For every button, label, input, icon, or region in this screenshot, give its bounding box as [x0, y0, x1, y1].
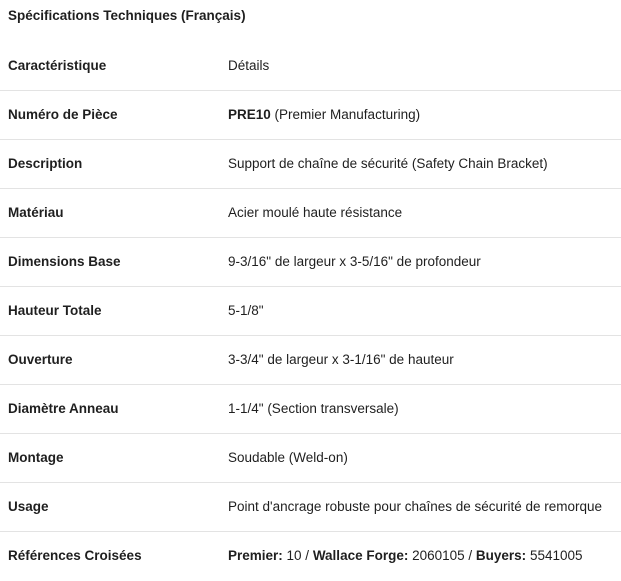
- page-title: Spécifications Techniques (Français): [8, 8, 246, 23]
- table-row-usage: [0, 483, 621, 532]
- row-value: Support de chaîne de sécurité (Safety Chain Bracket): [228, 156, 548, 171]
- table-row-cross-references: [0, 532, 621, 580]
- row-key: Ouverture: [8, 352, 73, 367]
- buyers-label: Buyers:: [475, 548, 527, 563]
- table-row-mounting: [0, 434, 621, 483]
- table-row-material: [0, 189, 621, 238]
- row-key: Dimensions Base: [8, 254, 121, 269]
- row-value: 9-3/16" de largeur x 3-5/16" de profondeur: [228, 254, 481, 269]
- premier-value: 10 /: [282, 548, 313, 563]
- row-key: Hauteur Totale: [8, 303, 102, 318]
- part-number-rest: (Premier Manufacturing): [270, 107, 421, 122]
- table-row-part-number: [0, 91, 621, 140]
- table-row-opening: [0, 336, 621, 385]
- row-key: Numéro de Pièce: [8, 107, 118, 122]
- row-key: Montage: [8, 450, 64, 465]
- table-row-ring-diameter: [0, 385, 621, 434]
- row-key: Matériau: [8, 205, 64, 220]
- wallace-value: 2060105 /: [408, 548, 476, 563]
- spec-table: [0, 42, 621, 580]
- row-value: Soudable (Weld-on): [228, 450, 348, 465]
- table-row-description: [0, 140, 621, 189]
- row-value: Acier moulé haute résistance: [228, 205, 403, 220]
- buyers-value: 5541005: [526, 548, 583, 563]
- row-value: [228, 91, 621, 139]
- row-key: Description: [8, 156, 83, 171]
- row-value: 5-1/8": [228, 303, 264, 318]
- table-row-total-height: [0, 287, 621, 336]
- wallace-label: Wallace Forge:: [312, 548, 409, 563]
- row-key: Références Croisées: [8, 548, 142, 563]
- table-row-base-dimensions: [0, 238, 621, 287]
- header-key: Caractéristique: [8, 58, 107, 73]
- row-value: [228, 532, 621, 580]
- row-key: Diamètre Anneau: [8, 401, 119, 416]
- premier-label: Premier:: [228, 548, 283, 563]
- row-key: Usage: [8, 499, 49, 514]
- part-number-bold: PRE10: [228, 107, 271, 122]
- table-header-row: [0, 42, 621, 91]
- row-value: 3-3/4" de largeur x 3-1/16" de hauteur: [228, 352, 454, 367]
- row-value: 1-1/4" (Section transversale): [228, 401, 399, 416]
- header-value: Détails: [228, 58, 270, 73]
- row-value: Point d'ancrage robuste pour chaînes de sécurité de remorque: [228, 499, 603, 514]
